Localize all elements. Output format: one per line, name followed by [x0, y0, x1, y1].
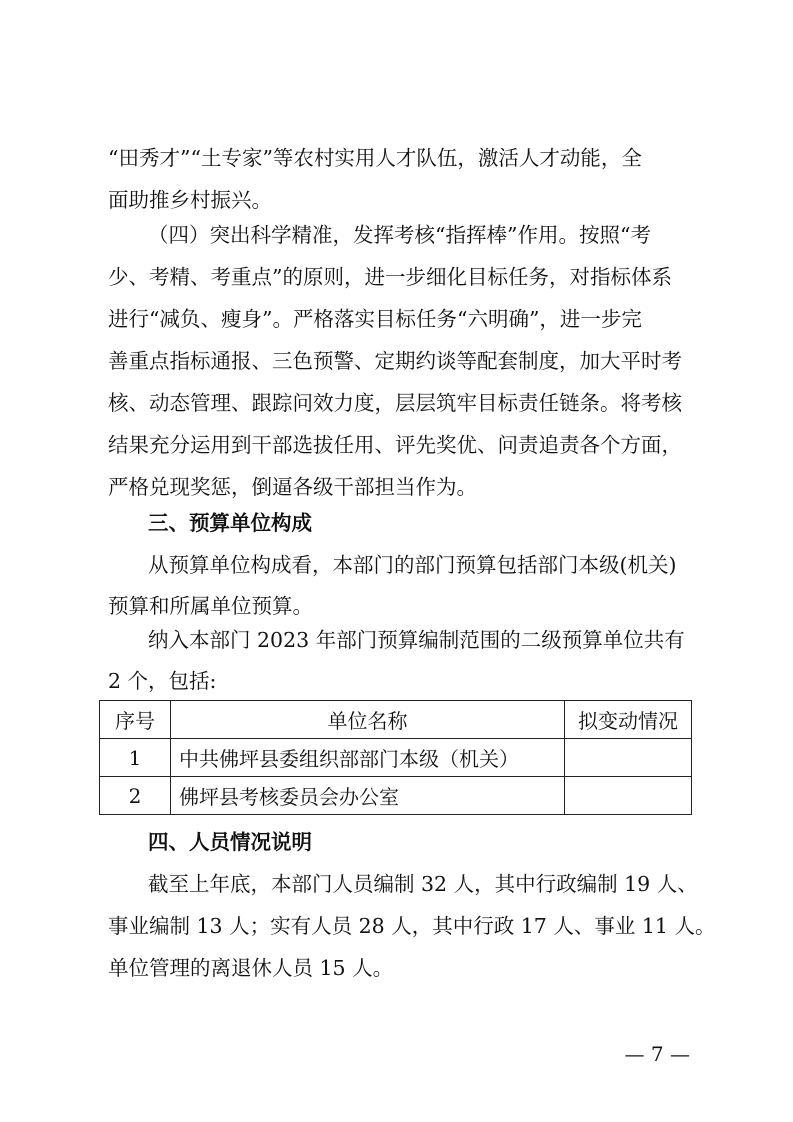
paragraph-line: 善重点指标通报、三色预警、定期约谈等配套制度，加大平时考	[108, 349, 682, 373]
table-cell	[565, 739, 692, 777]
paragraph-line: 面助推乡村振兴。	[108, 188, 272, 212]
paragraph-line: 少、考精、考重点”的原则，进一步细化目标任务，对指标体系	[108, 265, 672, 289]
section-heading: 三、预算单位构成	[148, 511, 312, 535]
table-header-cell: 拟变动情况	[565, 701, 692, 739]
budget-units-table	[99, 700, 692, 815]
paragraph-line: 截至上年底，本部门人员编制 32 人，其中行政编制 19 人、	[148, 872, 698, 896]
section-heading: 四、人员情况说明	[148, 830, 312, 854]
page-number: — 7 —	[624, 1042, 690, 1066]
table-cell	[565, 777, 692, 815]
paragraph-line: 核、动态管理、跟踪问效力度，层层筑牢目标责任链条。将考核	[108, 391, 682, 415]
paragraph-line: 纳入本部门 2023 年部门预算编制范围的二级预算单位共有	[148, 628, 685, 652]
table-cell: 中共佛坪县委组织部部门本级（机关）	[171, 739, 565, 777]
paragraph-line: 严格兑现奖惩，倒逼各级干部担当作为。	[108, 475, 477, 499]
paragraph-line: 单位管理的离退休人员 15 人。	[108, 956, 394, 980]
table-header-cell: 序号	[100, 701, 171, 739]
paragraph-line: 结果充分运用到干部选拔任用、评先奖优、问责追责各个方面，	[108, 433, 682, 457]
table-row	[100, 739, 692, 777]
paragraph-line: （四）突出科学精准，发挥考核“指挥棒”作用。按照“考	[148, 223, 651, 247]
paragraph-line: 预算和所属单位预算。	[108, 594, 313, 618]
paragraph-line: 2 个，包括:	[108, 669, 217, 693]
table-row	[100, 777, 692, 815]
paragraph-line: 事业编制 13 人；实有人员 28 人，其中行政 17 人、事业 11 人。	[108, 914, 716, 938]
paragraph-line: 进行“减负、瘦身”。严格落实目标任务“六明确”，进一步完	[108, 307, 642, 331]
paragraph-line: 从预算单位构成看，本部门的部门预算包括部门本级(机关)	[148, 553, 677, 577]
table-header-row	[100, 701, 692, 739]
table-header-cell: 单位名称	[171, 701, 565, 739]
table-cell: 1	[100, 739, 171, 777]
table-cell: 佛坪县考核委员会办公室	[171, 777, 565, 815]
table-cell: 2	[100, 777, 171, 815]
paragraph-line: “田秀才”“土专家”等农村实用人才队伍，激活人才动能，全	[108, 146, 642, 170]
